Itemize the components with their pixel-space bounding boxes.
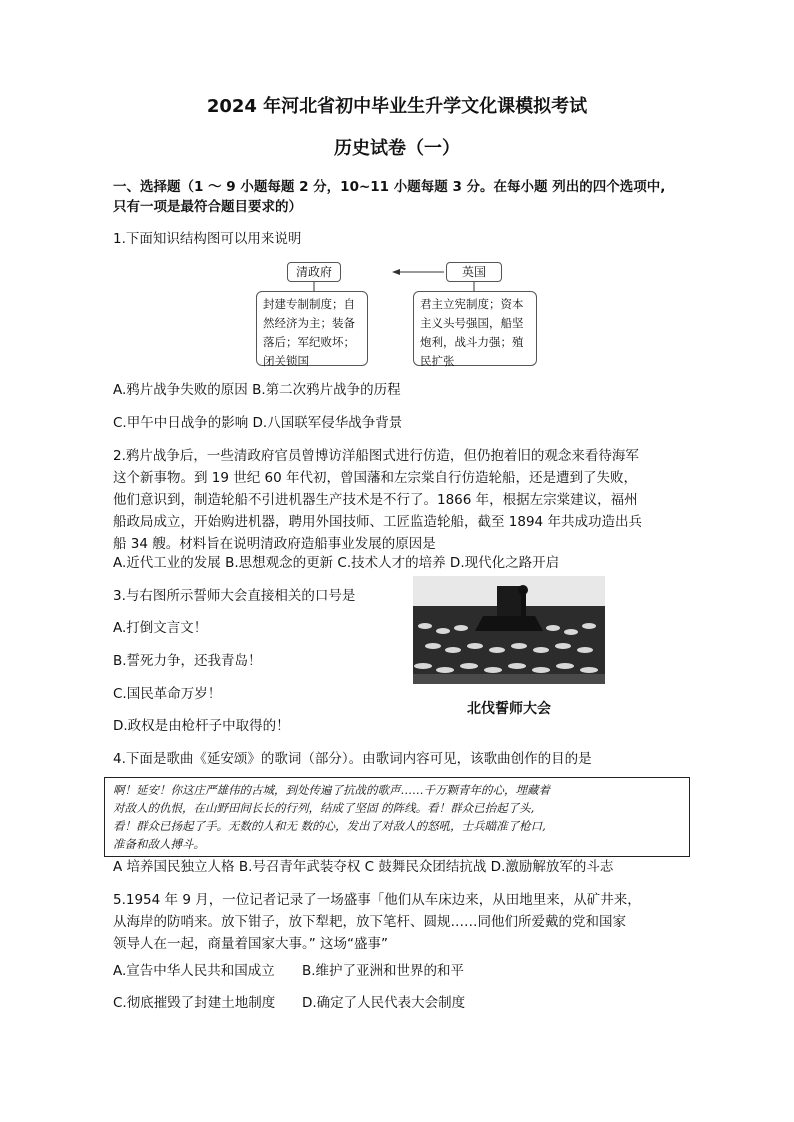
q3-option-a: A.打倒文言文！ — [113, 620, 208, 636]
yanan-song-lyrics-box — [104, 777, 690, 857]
photo-crowd-illustration — [413, 576, 605, 684]
q3-option-d: D.政权是由枪杆子中取得的！ — [113, 718, 290, 734]
q5-option-d: D.确定了人民代表大会制度 — [302, 995, 466, 1011]
photo-caption: 北伐誓师大会 — [467, 701, 551, 717]
q2-line: 他们意识到，制造轮船不引进机器生产技术是不行了。1866 年，根据左宗棠建议，福州 — [113, 492, 638, 508]
qing-line: 闭关锁国 — [263, 354, 309, 368]
q1-options-cd: C.甲午中日战争的影响 D.八国联军侵华战争背景 — [113, 415, 403, 431]
q5-option-a: A.宣告中华人民共和国成立 — [113, 963, 275, 979]
lyric-line: 啊！延安！你这庄严雄伟的古城，到处传遍了抗战的歌声……千万颗青年的心，埋藏着 — [113, 783, 550, 797]
q5-line: 领导人在一起，商量着国家大事。” 这场“盛事” — [113, 936, 389, 952]
q5-line: 5.1954 年 9 月，一位记者记录了一场盛事「他们从车床边来，从田地里来，从矿井来， — [113, 892, 641, 908]
qing-line: 然经济为主；装备 — [263, 316, 355, 330]
paper-subtitle: 历史试卷（一） — [334, 138, 460, 159]
arrow-head — [392, 269, 400, 275]
q3-stem: 3.与右图所示誓师大会直接相关的口号是 — [113, 588, 356, 604]
lyric-line: 看！群众已扬起了手。无数的人和无 数的心，发出了对敌人的怒吼，士兵瞄准了枪口, — [113, 819, 546, 833]
q5-option-b: B.维护了亚洲和世界的和平 — [302, 963, 465, 979]
section-heading-line2: 只有一项是最符合题目要求的） — [113, 199, 302, 215]
diagram-qing-title: 清政府 — [287, 262, 341, 282]
q1-stem: 1.下面知识结构图可以用来说明 — [113, 231, 302, 247]
britain-line: 君主立宪制度；资本 — [420, 297, 524, 311]
northern-expedition-photo — [413, 576, 605, 684]
q2-line: 这个新事物。到 19 世纪 60 年代初，曾国藩和左宗棠自行仿造轮船，还是遭到了失败， — [113, 470, 638, 486]
q5-option-c: C.彻底摧毁了封建土地制度 — [113, 995, 276, 1011]
diagram-britain-box — [413, 291, 537, 366]
lyric-line: 对敌人的仇恨，在山野田间长长的行列，结成了坚固 的阵线。看！群众已抬起了头, — [113, 801, 535, 815]
q3-option-b: B.誓死力争，还我青岛！ — [113, 653, 262, 669]
q2-options: A.近代工业的发展 B.思想观念的更新 C.技术人才的培养 D.现代化之路开启 — [113, 555, 560, 571]
britain-line: 民扩张 — [420, 354, 455, 368]
qing-line: 封建专制制度；自 — [263, 297, 355, 311]
q4-stem: 4.下面是歌曲《延安颂》的歌词（部分）。由歌词内容可见，该歌曲创作的目的是 — [113, 751, 592, 767]
diagram-connectors — [0, 0, 794, 400]
q5-line: 从海岸的防哨来。放下钳子，放下犁耙，放下笔杆、圆规……同他们所爱戴的党和国家 — [113, 914, 626, 930]
qing-line: 落后；军纪败坏； — [263, 335, 355, 349]
q2-line: 船 34 艘。材料旨在说明清政府造船事业发展的原因是 — [113, 536, 436, 552]
q4-options: A 培养国民独立人格 B.号召青年武装夺权 C 鼓舞民众团结抗战 D.激励解放军的斗志 — [113, 859, 614, 875]
lyric-line: 准备和敌人搏斗。 — [113, 837, 205, 851]
britain-line: 炮利，战斗力强；殖 — [420, 335, 524, 349]
q2-line: 2.鸦片战争后，一些清政府官员曾博访洋船图式进行仿造，但仍抱着旧的观念来看待海军 — [113, 448, 639, 464]
diagram-qing-box — [256, 291, 368, 366]
diagram-britain-title: 英国 — [446, 262, 502, 282]
section-heading-line1: 一、选择题（1 ～ 9 小题每题 2 分，10~11 小题每题 3 分。在每小题 列出的四个选项中, — [113, 179, 666, 195]
q3-option-c: C.国民革命万岁！ — [113, 686, 222, 702]
q1-options-ab: A.鸦片战争失败的原因 B.第二次鸦片战争的历程 — [113, 382, 401, 398]
exam-title: 2024 年河北省初中毕业生升学文化课模拟考试 — [206, 96, 588, 117]
britain-line: 主义头号强国，船坚 — [420, 316, 524, 330]
q2-line: 船政局成立，开始购进机器，聘用外国技师、工匠监造轮船，截至 1894 年共成功造出兵 — [113, 514, 642, 530]
